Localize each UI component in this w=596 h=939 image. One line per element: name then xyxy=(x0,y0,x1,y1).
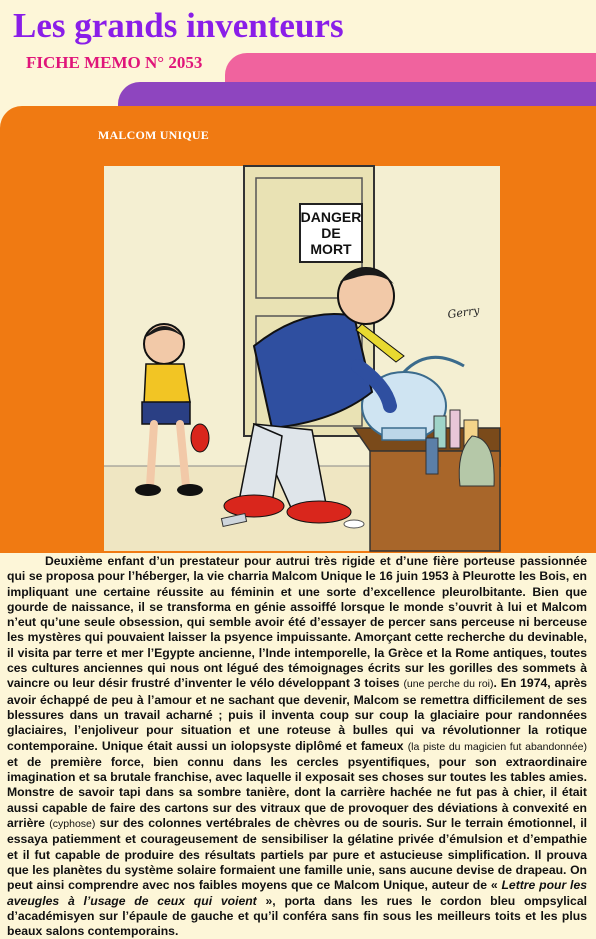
floor-debris xyxy=(344,520,364,528)
danger-sign xyxy=(300,204,362,262)
sign-line-1: DANGER xyxy=(300,209,362,225)
sign-line-3: MORT xyxy=(310,241,352,257)
bottle xyxy=(426,438,438,474)
article-aside: (cyphose) xyxy=(49,818,96,831)
bottle xyxy=(450,410,460,448)
article-text: Deuxième enfant d’un prestateur pour autrui très rigide et d’une fière porteuse passionnée qui se proposa pour l’héberger, la vie charria Malcom Unique le 16 juin 1953 à Pleurotte les Bois, en impliquant une certaine réussite au féminin et une sorte d’excellence pleurolbitante. Bien que gourde de naissance, il se transforma en génie assoiffé lorsque le monde s’ouvrit à lui et Malcom n’eut qu’une seule obsession, qui semble avoir été d’essayer de percer sans perceuse ni berceuse les mystères qui pouvaient laisser la psyence impuissante. Amorçant cette recherche du devinable, il visita par terre et mer l’Egypte ancienne, l’Inde intemporelle, la Grèce et la Rome antiques, toutes ces cultures anciennes qui nous ont légué des témoignages écrits sur les gorilles des sommets à vaincre ou leur désir frustré d’inventer le vélo développant 3 toises xyxy=(7,554,587,691)
article-aside: (une perche du roi) xyxy=(403,678,494,691)
book-title-quote: Lettre pour les aveugles à l’usage de ceux qui voient xyxy=(7,878,587,908)
sign-line-2: DE xyxy=(321,225,341,241)
comic-illustration xyxy=(104,166,500,551)
page-title: Les grands inventeurs xyxy=(13,6,344,45)
comic-scene xyxy=(104,166,500,551)
inventor-name-label: MALCOM UNIQUE xyxy=(98,128,209,142)
article-text: et de première force, bien connu dans les cercles psyentifiques, pour son extraordinaire imagination et sa brutale franchise, avec laquelle il exposait ses choses sur toutes les tables amies. Monstre de savoir tapi dans sa sombre tanière, dont la carrière hachée ne fut pas à chier, il était aussi capable de faire des cartons sur des vitraux que de provoquer des déviations à convexité en arrière xyxy=(7,754,587,831)
memo-number: FICHE MEMO N° 2053 xyxy=(26,53,203,72)
article-body xyxy=(7,554,588,939)
article-text: », porta dans les rues le cordon bleu ompsylical d’académisyen sur l’épaule de gauche et qu’il conféra sans fin sous les meilleurs toits et les plus beaux salons contemporains. xyxy=(7,893,587,939)
artist-signature: Gerry xyxy=(446,303,481,322)
article-aside: (la piste du magicien fut abandonnée) xyxy=(407,740,588,753)
article-text: sur des colonnes vertébrales de chèvres ou de souris. Sur le terrain émotionnel, il essaya patiemment et courageusement de sensibiliser la gélatine privée d’émulsion et d’empathie et il fut capable de produire des résultats partiels par pure et astucieuse simplification. Il prouva que les planètes du système solaire formaient une famille unie, sans aucune devise de drapeau. On peut ainsi comprendre avec nos faibles moyens que ce Malcom Unique, auteur de « xyxy=(7,816,588,893)
article-text: . En 1974, après avoir échappé de peu à l’amour et ne sachant que devenir, Malcom se remettra difficilement de ses blessures dans un travail acharné ; puis il inventa coup sur coup la glaciaire pour randonnées glaciaires, l’enjoliveur pour situation et une roteuse à bulles qui va révolutionner la rotique contemporaine. Unique était aussi un iolopsyste diplômé et fameux xyxy=(7,676,588,753)
